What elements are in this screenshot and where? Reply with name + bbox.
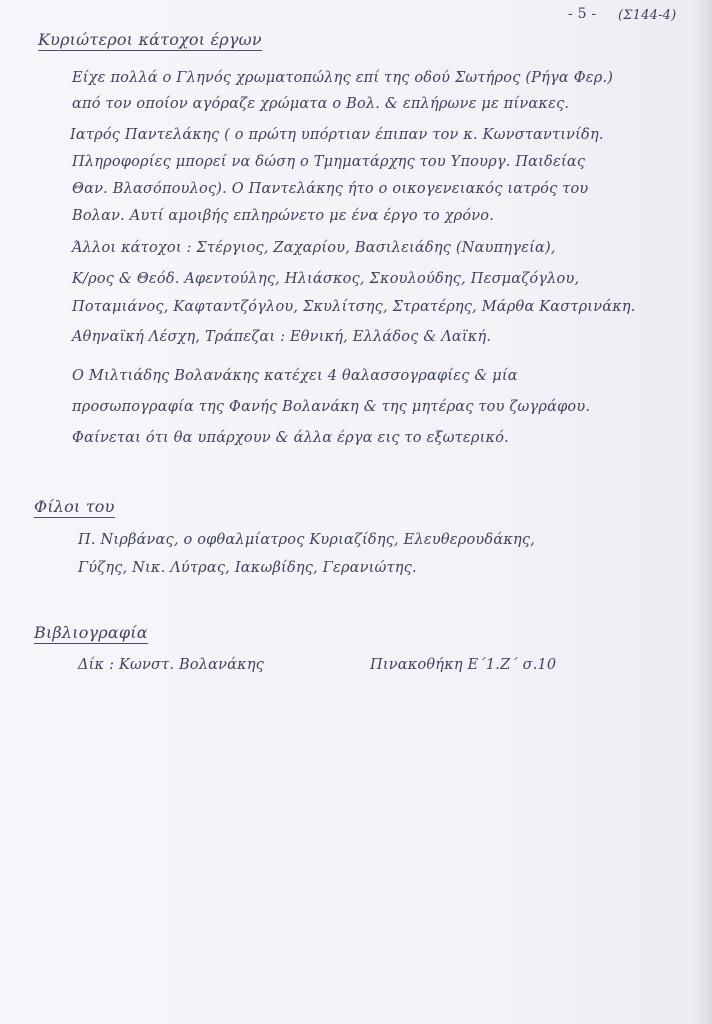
owners-heading: Κυριώτεροι κάτοχοι έργων <box>38 30 262 49</box>
reference-code: (Σ144-4) <box>618 8 677 23</box>
owners-line-8: Κ/ρος & Θεόδ. Αφεντούλης, Ηλιάσκος, Σκουλούδης, Πεσμαζόγλου, <box>72 271 580 287</box>
owners-line-12: προσωπογραφία της Φανής Βολανάκη & της μητέρας του ζωγράφου. <box>72 399 591 415</box>
owners-line-13: Φαίνεται ότι θα υπάρχουν & άλλα έργα εις το εξωτερικό. <box>72 430 509 446</box>
page-number: - 5 - <box>568 6 597 22</box>
owners-line-11: Ο Μιλτιάδης Βολανάκης κατέχει 4 θαλασσογραφίες & μία <box>72 368 518 384</box>
owners-line-7: Άλλοι κάτοχοι : Στέργιος, Ζαχαρίου, Βασιλειάδης (Ναυπηγεία), <box>72 240 556 256</box>
owners-line-5: Θαν. Βλασόπουλος). Ο Παντελάκης ήτο ο οικογενειακός ιατρός του <box>72 181 589 197</box>
owners-line-9: Ποταμιάνος, Καφταντζόγλου, Σκυλίτσης, Στρατέρης, Μάρθα Καστρινάκη. <box>72 299 636 315</box>
owners-line-1: Είχε πολλά ο Γληνός χρωματοπώλης επί της οδού Σωτήρος (Ρήγα Φερ.) <box>72 70 614 86</box>
owners-line-2: από τον οποίον αγόραζε χρώματα ο Βολ. & επλήρωνε με πίνακες. <box>72 96 570 112</box>
bibliography-entry: Δίκ : Κωνστ. Βολανάκης <box>78 657 265 673</box>
bibliography-source: Πινακοθήκη Ε΄1.Ζ΄ σ.10 <box>370 657 557 673</box>
owners-line-6: Βολαν. Αυτί αμοιβής επληρώνετο με ένα έργο το χρόνο. <box>72 208 495 224</box>
owners-line-10: Αθηναϊκή Λέσχη, Τράπεζαι : Εθνική, Ελλάδος & Λαϊκή. <box>72 329 492 345</box>
scan-edge-shadow <box>694 0 712 1024</box>
friends-heading: Φίλοι του <box>34 497 115 516</box>
owners-line-3: Ιατρός Παντελάκης ( ο πρώτη υπόρτιαν έπιπαν τον κ. Κωνσταντινίδη. <box>70 127 604 143</box>
owners-line-4: Πληροφορίες μπορεί να δώση ο Τμηματάρχης του Υπουργ. Παιδείας <box>72 154 586 170</box>
bibliography-heading: Βιβλιογραφία <box>34 623 148 642</box>
friends-line-1: Π. Νιρβάνας, ο οφθαλμίατρος Κυριαζίδης, Ελευθερουδάκης, <box>78 532 536 548</box>
friends-line-2: Γύζης, Νικ. Λύτρας, Ιακωβίδης, Γερανιώτης. <box>78 560 417 576</box>
